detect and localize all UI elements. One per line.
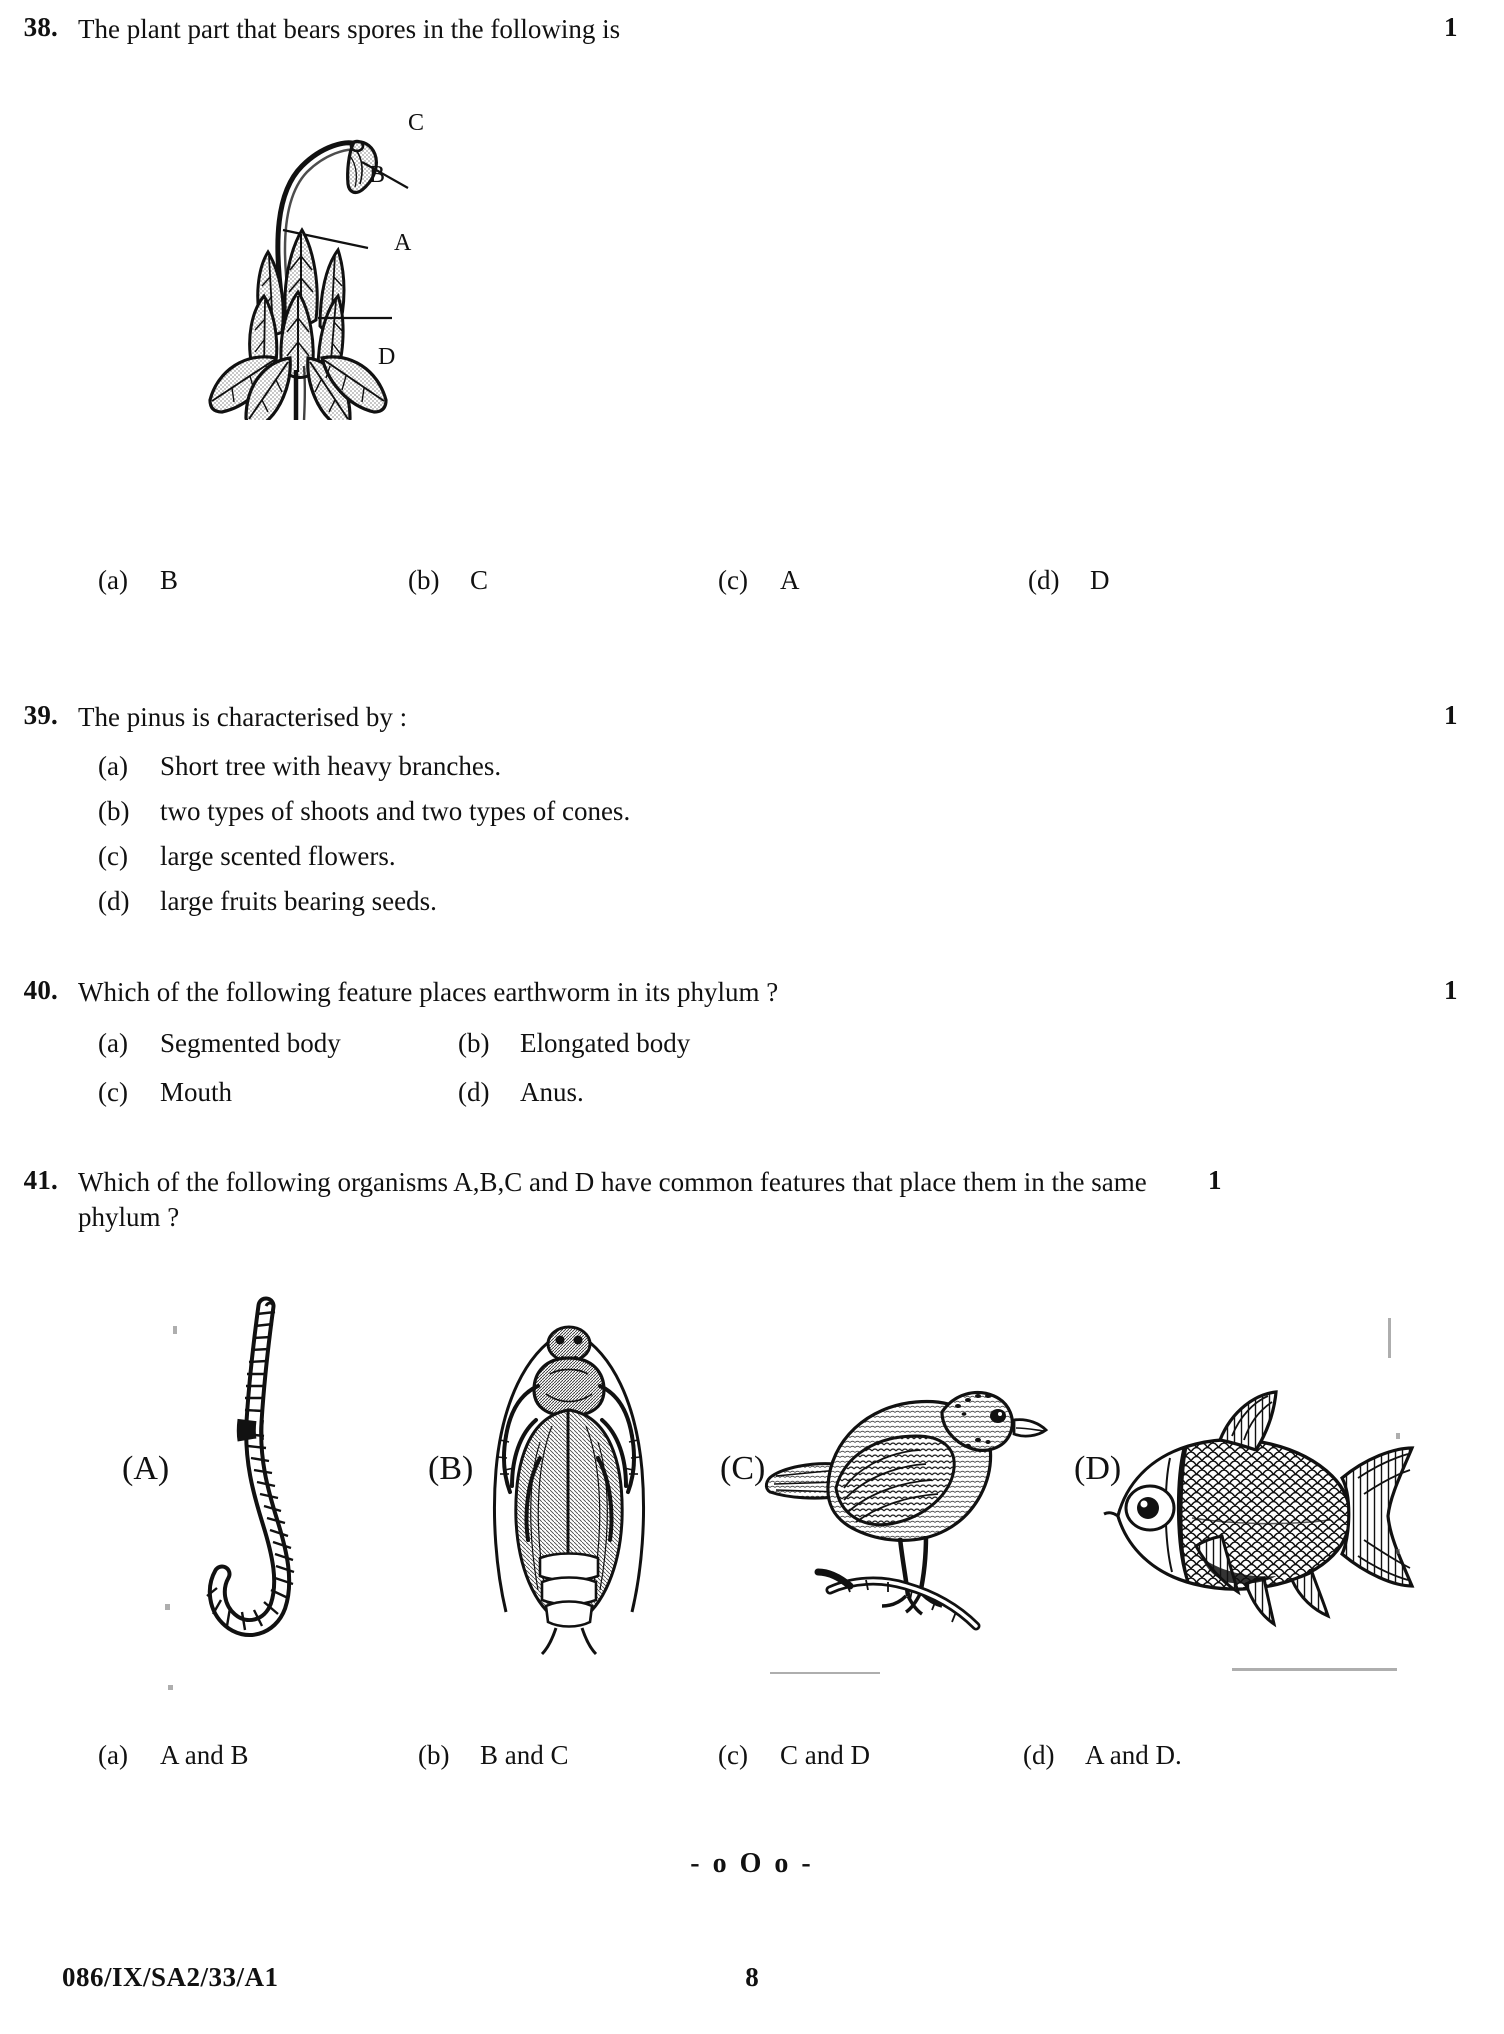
- option-41-b-label: (b): [418, 1740, 450, 1770]
- option-40-a[interactable]: [98, 1028, 458, 1059]
- paper-code: 086/IX/SA2/33/A1: [62, 1962, 279, 1992]
- option-41-b[interactable]: [418, 1740, 718, 1771]
- option-38-d-label: (d): [1028, 565, 1060, 595]
- option-41-a-label: (a): [98, 1740, 128, 1770]
- question-39-header: [0, 700, 1504, 735]
- option-38-b[interactable]: [408, 565, 718, 596]
- option-40-d[interactable]: [458, 1077, 584, 1108]
- option-38-c-label: (c): [718, 565, 748, 595]
- organism-b-tag: (B): [428, 1450, 474, 1487]
- end-of-paper-marker: - o O o -: [690, 1848, 814, 1879]
- scan-line-right: [1232, 1668, 1397, 1671]
- option-38-c-text: A: [780, 565, 800, 595]
- question-39: [0, 700, 1504, 915]
- question-38-marks: 1: [1444, 12, 1458, 42]
- option-41-a-text: A and B: [160, 1740, 249, 1770]
- moss-plant-drawing: [150, 70, 570, 420]
- moss-plant-figure: [150, 70, 570, 420]
- question-41-header: [0, 1165, 1504, 1235]
- option-41-a[interactable]: [98, 1740, 418, 1771]
- option-41-d-label: (d): [1023, 1740, 1055, 1770]
- scan-mark-vertical: [1388, 1318, 1391, 1358]
- question-40-number: 40.: [23, 975, 58, 1005]
- question-40: [0, 975, 1504, 1108]
- question-41-options: [98, 1740, 1182, 1771]
- option-40-a-text: Segmented body: [160, 1028, 341, 1059]
- organism-b-cockroach: [410, 1290, 710, 1670]
- organism-c-tag: (C): [720, 1450, 766, 1487]
- question-39-number: 39.: [23, 700, 58, 730]
- option-38-c[interactable]: [718, 565, 1028, 596]
- organism-a-earthworm: [110, 1290, 410, 1670]
- question-39-marks: 1: [1444, 700, 1458, 730]
- option-41-c-label: (c): [718, 1740, 748, 1770]
- option-40-c-label: (c): [98, 1077, 128, 1108]
- scan-speck-2: [165, 1604, 170, 1610]
- option-39-b-text: two types of shoots and two types of cones.: [160, 796, 631, 827]
- option-39-b[interactable]: [98, 798, 1504, 825]
- question-38-header: [0, 12, 1504, 47]
- option-41-c[interactable]: [718, 1740, 1023, 1771]
- option-40-d-label: (d): [458, 1077, 490, 1108]
- option-39-c-label: (c): [98, 841, 128, 872]
- option-40-a-label: (a): [98, 1028, 128, 1059]
- question-40-options-row-2: [98, 1077, 1504, 1108]
- organism-c-bird: [710, 1290, 1070, 1670]
- question-38-options: [98, 565, 1110, 596]
- question-41-marks: 1: [1208, 1165, 1222, 1195]
- question-38: [0, 12, 1504, 47]
- scan-speck-3: [168, 1685, 173, 1690]
- option-41-d[interactable]: [1023, 1740, 1182, 1771]
- option-38-a-text: B: [160, 565, 179, 595]
- question-41: [0, 1165, 1504, 1235]
- option-41-d-text: A and D.: [1085, 1740, 1182, 1770]
- option-40-d-text: Anus.: [520, 1077, 584, 1108]
- option-40-b-text: Elongated body: [520, 1028, 691, 1059]
- option-41-b-text: B and C: [480, 1740, 569, 1770]
- option-38-b-text: C: [470, 565, 489, 595]
- option-39-a[interactable]: [98, 753, 1504, 780]
- question-41-text: Which of the following organisms A,B,C and D have common features that place them in the same phylum ?: [78, 1167, 1147, 1233]
- option-40-b[interactable]: [458, 1028, 690, 1059]
- question-38-text: The plant part that bears spores in the following is: [78, 14, 621, 44]
- organism-a-tag: (A): [122, 1450, 170, 1487]
- question-40-options: [98, 1028, 1504, 1108]
- option-39-d-label: (d): [98, 886, 130, 917]
- question-39-text: The pinus is characterised by :: [78, 702, 408, 732]
- fish-drawing: [1070, 1290, 1440, 1670]
- option-39-c[interactable]: [98, 843, 1504, 870]
- option-38-d-text: D: [1090, 565, 1110, 595]
- option-40-c-text: Mouth: [160, 1077, 233, 1108]
- option-38-a-label: (a): [98, 565, 128, 595]
- organism-d-fish: [1070, 1290, 1440, 1670]
- option-39-a-text: Short tree with heavy branches.: [160, 751, 502, 782]
- organisms-figure: [110, 1290, 1440, 1670]
- option-39-a-label: (a): [98, 751, 128, 782]
- scan-speck-4: [1396, 1433, 1400, 1439]
- question-40-header: [0, 975, 1504, 1010]
- option-40-b-label: (b): [458, 1028, 490, 1059]
- moss-label-C: C: [408, 110, 425, 136]
- question-38-number: 38.: [23, 12, 58, 42]
- question-40-marks: 1: [1444, 975, 1458, 1005]
- page-number: 8: [745, 1962, 759, 1992]
- page-footer: [0, 1962, 1504, 1993]
- option-38-b-label: (b): [408, 565, 440, 595]
- question-40-options-row-1: [98, 1028, 1504, 1059]
- scan-speck-1: [173, 1326, 177, 1334]
- moss-label-D: D: [378, 344, 396, 370]
- option-41-c-text: C and D: [780, 1740, 870, 1770]
- option-39-d[interactable]: [98, 888, 1504, 915]
- organism-d-tag: (D): [1074, 1450, 1122, 1487]
- option-38-a[interactable]: [98, 565, 408, 596]
- option-39-d-text: large fruits bearing seeds.: [160, 886, 437, 917]
- question-39-options: [98, 753, 1504, 915]
- scan-speck-5: [1396, 1549, 1400, 1554]
- option-39-b-label: (b): [98, 796, 130, 827]
- scan-line-left: [770, 1672, 880, 1674]
- option-38-d[interactable]: [1028, 565, 1110, 596]
- moss-label-A: A: [394, 230, 412, 256]
- question-40-text: Which of the following feature places earthworm in its phylum ?: [78, 977, 779, 1007]
- moss-label-B: B: [369, 162, 386, 188]
- question-41-number: 41.: [23, 1165, 58, 1195]
- option-39-c-text: large scented flowers.: [160, 841, 396, 872]
- option-40-c[interactable]: [98, 1077, 458, 1108]
